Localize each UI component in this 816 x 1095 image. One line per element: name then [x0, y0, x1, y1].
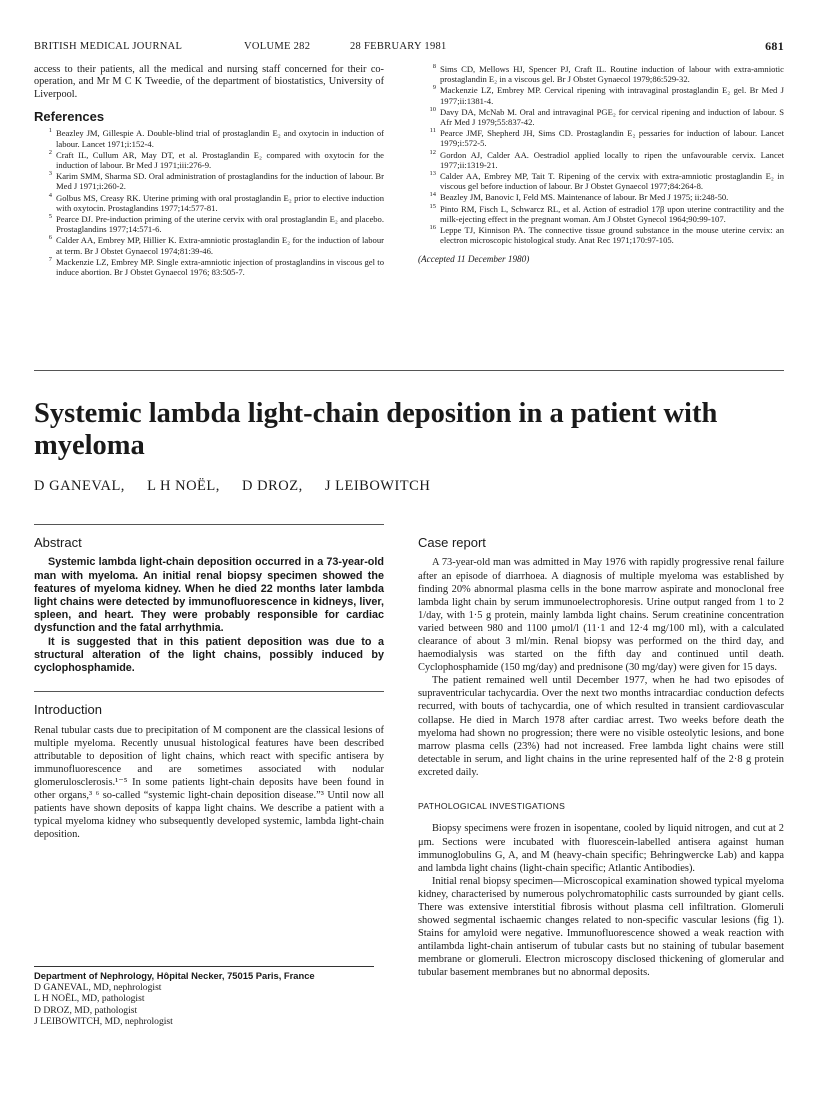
- author-affiliations: [34, 966, 384, 1028]
- reference-number: 6: [48, 234, 52, 242]
- reference-item: [418, 128, 784, 148]
- author-name: L H NOËL,: [147, 478, 220, 494]
- reference-text: Calder AA, Embrey MP, Hillier K. Extra-amniotic prostaglandin E₂ for the induction of labour at term. Br J Obstet Gynaecol 1974;81:39-46.: [56, 235, 384, 256]
- reference-item: [34, 257, 384, 277]
- affiliation-person: D GANEVAL, MD, nephrologist: [34, 981, 162, 993]
- reference-item: [34, 214, 384, 234]
- reference-number: 9: [432, 84, 436, 92]
- reference-number: 7: [48, 255, 52, 263]
- page-number: 681: [765, 39, 784, 53]
- pathology-paragraph: Initial renal biopsy specimen—Microscopical examination showed typical myeloma kidney, characterised by numerous polychromatophilic casts surrounded by giant cells. There was extensive interstitial fibrosis without plasma cell infiltration. Glomeruli showed segmental ischaemic changes related to non-specific vascular lesions (fig 1). Stains for amyloid were negative. Immunofluorescence showed a weak reaction with antilambda light-chain antiserum of tubular casts but no staining of tubular basement membrane or glomeruli. Electron microscopy disclosed thickening of glomerular and tubular basement membranes but no abnormal deposits.: [418, 875, 784, 979]
- pathology-paragraph: Biopsy specimens were frozen in isopentane, cooled by liquid nitrogen, and cut at 2 μm. Sections were incubated with fluorescein-labelled antisera against human immunoglobulins G, A, and M (heavy-chain specific; Behringwercke Lab) and kappa and lambda light chains (light-chain specific; Atlantic Antibodies).: [418, 823, 784, 874]
- pathology-heading: PATHOLOGICAL INVESTIGATIONS: [418, 801, 566, 811]
- reference-text: Pearce JMF, Shepherd JH, Sims CD. Prostaglandin E₂ pessaries for induction of labour. Lancet 1979;i:572-5.: [440, 128, 784, 149]
- abstract-paragraph: It is suggested that in this patient deposition was due to a structural alteration of the light chains, possibly induced by cyclophosphamide.: [34, 635, 384, 675]
- reference-text: Davy DA, McNab M. Oral and intravaginal PGE₂ for cervical ripening and induction of labour. S Afr Med J 1979;55:837-42.: [440, 106, 784, 128]
- reference-number: 1: [48, 127, 52, 135]
- affiliation-person: J LEIBOWITCH, MD, nephrologist: [34, 1016, 173, 1028]
- references-heading: References: [34, 108, 105, 124]
- reference-item: [34, 171, 384, 191]
- reference-item: [34, 193, 384, 213]
- accepted-date: (Accepted 11 December 1980): [418, 254, 530, 265]
- reference-text: Gordon AJ, Calder AA. Oestradiol applied locally to ripen the unfavourable cervix. Lancet 1977;ii:1319-21.: [440, 149, 784, 170]
- author-name: D GANEVAL,: [34, 478, 125, 494]
- reference-text: Sims CD, Mellows HJ, Spencer PJ, Craft IL. Routine induction of labour with extra-amniotic prostaglandin E₂ in a viscous gel. Br J Obstet Gynaecol 1979;86:529-32.: [440, 64, 784, 85]
- affiliation-department: Department of Nephrology, Hôpital Necker, 75015 Paris, France: [34, 970, 315, 981]
- case-report-paragraph: The patient remained well until December 1977, when he had two episodes of supraventricular tachycardia. Over the next two months intracardiac conduction defects recurred, with bouts of tachycardia, one of which resulted in transient cardiovascular collapse. He died in March 1978 after cardiac arrest. Two weeks before death the myeloma had shown no progression; there were no visible osteolytic lesions, and bone marrow plasma cells (23%) had not increased. Free lambda light chains were still detectable in serum, and light chains in the urine represented half of the 2·8 g protein excreted daily.: [418, 675, 784, 778]
- author-name: D DROZ,: [242, 478, 303, 494]
- running-header: [34, 41, 784, 55]
- reference-text: Golbus MS, Creasy RK. Uterine priming with oral prostaglandin E₂ prior to elective induction with oxytocin. Prostaglandins 1977;14:577-81.: [56, 192, 384, 213]
- reference-item: [418, 85, 784, 105]
- volume-label: VOLUME 282: [244, 41, 311, 52]
- abstract-top-rule: [34, 524, 384, 525]
- reference-number: 10: [429, 105, 436, 113]
- case-report-body: [418, 556, 784, 779]
- case-report-paragraph: A 73-year-old man was admitted in May 1976 with rapidly progressive renal failure after an episode of diarrhoea. A diagnosis of multiple myeloma was established by finding 20% abnormal plasma cells in the bone marrow aspirate and monoclonal free lambda light chain by serum immunoelectrophoresis. Urine output ranged from 1 to 2 1/day, with 1·5 g protein, mainly lambda light chains. Serum creatinine concentration varied between 980 and 1100 μmol/l (11·1 and 12·4 mg/100 ml), with a calculated clearance of about 3 ml/min. Renal biopsy was performed on the third day, and haemodialysis was started on the fifth day and continued until death. Cyclophosphamide (150 mg/day) and prednisone (30 mg/day) were given for 15 days.: [418, 557, 784, 674]
- reference-number: 4: [48, 191, 52, 199]
- reference-text: Pinto RM, Fisch L, Schwarcz RL, et al. Action of estradiol 17β upon uterine contractility and the milk-ejecting effect in the pregnant woman. Am J Obstet Gynecol 1964;90:99-107.: [440, 203, 784, 224]
- affiliation-rule: [34, 966, 374, 967]
- abstract-paragraph: Systemic lambda light-chain deposition occurred in a 73-year-old man with myeloma. An initial renal biopsy specimen showed the features of myeloma kidney. When he died 22 months later lambda light chains were detected by immunofluorescence in kidneys, liver, spleen, and heart. They were probably responsible for cardiac dysfunction and the fatal arrhythmia.: [34, 556, 384, 635]
- reference-number: 13: [429, 170, 436, 178]
- introduction-paragraph: Renal tubular casts due to precipitation of M component are the classical lesions of multiple myeloma. Recently unusual histological features have been described attributable to deposition of light chains, which react with specific antisera by immunofluorescence and are sometimes associated with nodular glomerulosclerosis.¹⁻⁵ In some patients light-chain deposits have been found in other organs,³ ⁶ so-called “systemic light-chain deposition disease.”³ Until now all patients have shown deposits of kappa light chains. We describe a patient with a typical myeloma kidney who subsequently developed systemic, lambda light-chain deposition.: [34, 724, 384, 841]
- abstract-body: [34, 556, 384, 675]
- reference-number: 11: [429, 127, 436, 135]
- author-name: J LEIBOWITCH: [324, 478, 431, 494]
- reference-number: 8: [432, 63, 436, 70]
- abstract-heading: Abstract: [34, 535, 82, 550]
- reference-text: Karim SMM, Sharma SD. Oral administration of prostaglandins for the induction of labour. Br Med J 1971;i:260-2.: [56, 171, 384, 192]
- reference-text: Leppe TJ, Kinnison PA. The connective tissue ground substance in the mouse uterine cervix: an electron microscopic histological study. Anat Rec 1971;170:97-105.: [440, 225, 784, 246]
- reference-item: [418, 204, 784, 224]
- reference-text: Beazley JM, Banovic I, Feld MS. Maintenance of labour. Br Med J 1975; ii:248-50.: [440, 192, 729, 203]
- right-article-column: [418, 537, 784, 980]
- reference-text: Mackenzie LZ, Embrey MP. Cervical ripening with intravaginal prostaglandin E₂ gel. Br Med J 1977;ii:1381-4.: [440, 85, 784, 106]
- reference-item: [418, 64, 784, 84]
- abstract-bottom-rule: [34, 691, 384, 692]
- reference-item: [418, 107, 784, 127]
- references-list-left: [34, 128, 384, 277]
- reference-item: [418, 171, 784, 191]
- reference-item: [34, 235, 384, 255]
- pathology-body: [418, 822, 784, 979]
- affiliation-person: L H NOËL, MD, pathologist: [34, 993, 145, 1005]
- reference-text: Mackenzie LZ, Embrey MP. Single extra-amniotic injection of prostaglandins in viscous gel to induce abortion. Br J Obstet Gynaecol 1976; 83:505-7.: [56, 256, 384, 277]
- reference-text: Pearce DJ. Pre-induction priming of the uterine cervix with oral prostaglandin E₂ and placebo. Prostaglandins 1977;14:571-6.: [56, 213, 384, 235]
- reference-number: 14: [429, 191, 436, 199]
- reference-item: [418, 150, 784, 170]
- affiliation-person: D DROZ, MD, pathologist: [34, 1004, 138, 1016]
- section-divider: [34, 370, 784, 371]
- reference-number: 5: [48, 212, 52, 220]
- introduction-body: [34, 724, 384, 842]
- reference-text: Calder AA, Embrey MP, Tait T. Ripening of the cervix with extra-amniotic prostaglandin E₂ in viscous gel before induction of labour. Br J Obstet Gynaecol 1977;84:264-8.: [440, 171, 784, 192]
- reference-number: 3: [48, 170, 52, 178]
- reference-item: [34, 128, 384, 148]
- article-title: Systemic lambda light-chain deposition in a patient with myeloma: [34, 398, 718, 461]
- reference-number: 16: [429, 224, 436, 232]
- issue-date: 28 FEBRUARY 1981: [350, 41, 447, 52]
- reference-item: [34, 150, 384, 170]
- top-right-column: [418, 64, 784, 266]
- reference-item: [418, 225, 784, 245]
- case-report-heading: Case report: [418, 535, 486, 550]
- top-left-column: [34, 64, 384, 278]
- reference-number: 15: [429, 202, 436, 210]
- acknowledgement-text: access to their patients, all the medical and nursing staff concerned for their co-operation, and Mr M C K Tweedie, of the department of biostatistics, University of Liverpool.: [34, 64, 384, 100]
- references-list-right: [418, 64, 784, 245]
- reference-number: 12: [429, 148, 436, 156]
- introduction-heading: Introduction: [34, 702, 102, 718]
- journal-name: BRITISH MEDICAL JOURNAL: [34, 41, 183, 52]
- reference-number: 2: [48, 148, 52, 156]
- reference-text: Beazley JM, Gillespie A. Double-blind trial of prostaglandin E₂ and oxytocin in induction of labour. Lancet 1971;i:152-4.: [56, 128, 384, 149]
- author-line: [34, 478, 774, 495]
- reference-text: Craft IL, Cullum AR, May DT, et al. Prostaglandin E₂ compared with oxytocin for the induction of labour. Br Med J 1971;iii:276-9.: [56, 149, 384, 170]
- reference-item: [418, 192, 784, 202]
- left-article-column: [34, 537, 384, 841]
